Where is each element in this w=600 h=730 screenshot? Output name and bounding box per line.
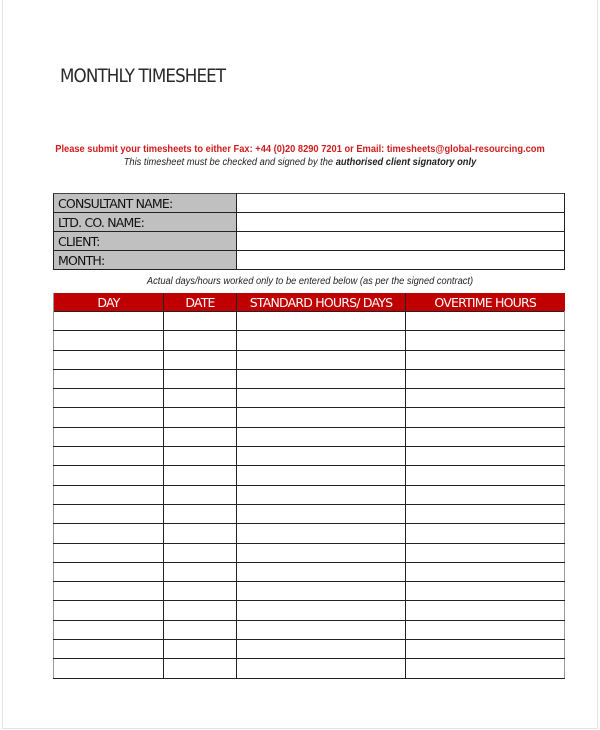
standard-hours-cell[interactable] <box>237 466 406 485</box>
timesheet-table <box>53 293 565 679</box>
month-field[interactable] <box>237 251 565 270</box>
day-cell[interactable] <box>54 582 164 601</box>
overtime-hours-cell[interactable] <box>406 562 565 581</box>
table-row <box>54 389 565 408</box>
info-row-month <box>54 251 565 270</box>
column-header-day: DAY <box>54 293 164 312</box>
day-cell[interactable] <box>54 620 164 639</box>
table-row <box>54 524 565 543</box>
ltd-co-name-field[interactable] <box>237 213 565 232</box>
day-cell[interactable] <box>54 562 164 581</box>
overtime-hours-cell[interactable] <box>406 640 565 659</box>
date-cell[interactable] <box>164 331 237 350</box>
date-cell[interactable] <box>164 640 237 659</box>
date-cell[interactable] <box>164 524 237 543</box>
timesheet-body <box>54 312 565 679</box>
overtime-hours-cell[interactable] <box>406 524 565 543</box>
date-cell[interactable] <box>164 447 237 466</box>
day-cell[interactable] <box>54 659 164 678</box>
date-cell[interactable] <box>164 659 237 678</box>
day-cell[interactable] <box>54 331 164 350</box>
table-row <box>54 601 565 620</box>
table-row <box>54 562 565 581</box>
column-header-date: DATE <box>164 293 237 312</box>
date-cell[interactable] <box>164 485 237 504</box>
standard-hours-cell[interactable] <box>237 427 406 446</box>
info-row-consultant-name <box>54 194 565 213</box>
date-cell[interactable] <box>164 504 237 523</box>
table-row <box>54 408 565 427</box>
month-label: MONTH: <box>54 251 237 270</box>
table-row <box>54 582 565 601</box>
overtime-hours-cell[interactable] <box>406 504 565 523</box>
date-cell[interactable] <box>164 312 237 331</box>
overtime-hours-cell[interactable] <box>406 659 565 678</box>
standard-hours-cell[interactable] <box>237 543 406 562</box>
standard-hours-cell[interactable] <box>237 504 406 523</box>
day-cell[interactable] <box>54 466 164 485</box>
table-row <box>54 504 565 523</box>
day-cell[interactable] <box>54 543 164 562</box>
table-row <box>54 659 565 678</box>
date-cell[interactable] <box>164 543 237 562</box>
table-row <box>54 369 565 388</box>
overtime-hours-cell[interactable] <box>406 447 565 466</box>
standard-hours-cell[interactable] <box>237 350 406 369</box>
signature-note-bold: authorised client signatory only <box>335 157 477 168</box>
standard-hours-cell[interactable] <box>237 659 406 678</box>
overtime-hours-cell[interactable] <box>406 427 565 446</box>
table-row <box>54 312 565 331</box>
info-row-ltd-co-name <box>54 213 565 232</box>
day-cell[interactable] <box>54 504 164 523</box>
day-cell[interactable] <box>54 524 164 543</box>
overtime-hours-cell[interactable] <box>406 620 565 639</box>
overtime-hours-cell[interactable] <box>406 408 565 427</box>
day-cell[interactable] <box>54 312 164 331</box>
table-row <box>54 350 565 369</box>
submission-notice: Please submit your timesheets to either Fax: +44 (0)20 8290 7201 or Email: timesheets@global-resourcing.com <box>55 144 545 155</box>
consultant-info-table <box>53 193 565 270</box>
table-note: Actual days/hours worked only to be entered below (as per the signed contract) <box>146 276 474 287</box>
date-cell[interactable] <box>164 408 237 427</box>
overtime-hours-cell[interactable] <box>406 466 565 485</box>
timesheet-header-row <box>54 293 565 312</box>
page-title: MONTHLY TIMESHEET <box>60 65 226 87</box>
day-cell[interactable] <box>54 408 164 427</box>
day-cell[interactable] <box>54 601 164 620</box>
day-cell[interactable] <box>54 640 164 659</box>
column-header-standard-hours: STANDARD HOURS/ DAYS <box>237 293 406 312</box>
table-row <box>54 331 565 350</box>
consultant-name-label: CONSULTANT NAME: <box>54 194 237 213</box>
table-row <box>54 427 565 446</box>
table-row <box>54 620 565 639</box>
date-cell[interactable] <box>164 620 237 639</box>
standard-hours-cell[interactable] <box>237 389 406 408</box>
standard-hours-cell[interactable] <box>237 562 406 581</box>
date-cell[interactable] <box>164 350 237 369</box>
standard-hours-cell[interactable] <box>237 331 406 350</box>
overtime-hours-cell[interactable] <box>406 389 565 408</box>
day-cell[interactable] <box>54 369 164 388</box>
signature-note-text: This timesheet must be checked and signed by the <box>123 157 336 168</box>
table-row <box>54 485 565 504</box>
date-cell[interactable] <box>164 427 237 446</box>
date-cell[interactable] <box>164 369 237 388</box>
date-cell[interactable] <box>164 582 237 601</box>
table-row <box>54 466 565 485</box>
client-field[interactable] <box>237 232 565 251</box>
standard-hours-cell[interactable] <box>237 524 406 543</box>
overtime-hours-cell[interactable] <box>406 312 565 331</box>
overtime-hours-cell[interactable] <box>406 331 565 350</box>
date-cell[interactable] <box>164 562 237 581</box>
day-cell[interactable] <box>54 389 164 408</box>
table-row <box>54 447 565 466</box>
standard-hours-cell[interactable] <box>237 601 406 620</box>
table-row <box>54 640 565 659</box>
day-cell[interactable] <box>54 485 164 504</box>
date-cell[interactable] <box>164 389 237 408</box>
overtime-hours-cell[interactable] <box>406 485 565 504</box>
standard-hours-cell[interactable] <box>237 620 406 639</box>
standard-hours-cell[interactable] <box>237 447 406 466</box>
day-cell[interactable] <box>54 350 164 369</box>
consultant-name-field[interactable] <box>237 194 565 213</box>
overtime-hours-cell[interactable] <box>406 543 565 562</box>
signature-note <box>21 157 579 168</box>
column-header-overtime-hours: OVERTIME HOURS <box>406 293 565 312</box>
ltd-co-name-label: LTD. CO. NAME: <box>54 213 237 232</box>
date-cell[interactable] <box>164 601 237 620</box>
overtime-hours-cell[interactable] <box>406 582 565 601</box>
standard-hours-cell[interactable] <box>237 312 406 331</box>
standard-hours-cell[interactable] <box>237 369 406 388</box>
overtime-hours-cell[interactable] <box>406 350 565 369</box>
standard-hours-cell[interactable] <box>237 582 406 601</box>
standard-hours-cell[interactable] <box>237 408 406 427</box>
date-cell[interactable] <box>164 466 237 485</box>
overtime-hours-cell[interactable] <box>406 369 565 388</box>
day-cell[interactable] <box>54 447 164 466</box>
day-cell[interactable] <box>54 427 164 446</box>
overtime-hours-cell[interactable] <box>406 601 565 620</box>
client-label: CLIENT: <box>54 232 237 251</box>
standard-hours-cell[interactable] <box>237 640 406 659</box>
info-row-client <box>54 232 565 251</box>
table-row <box>54 543 565 562</box>
standard-hours-cell[interactable] <box>237 485 406 504</box>
